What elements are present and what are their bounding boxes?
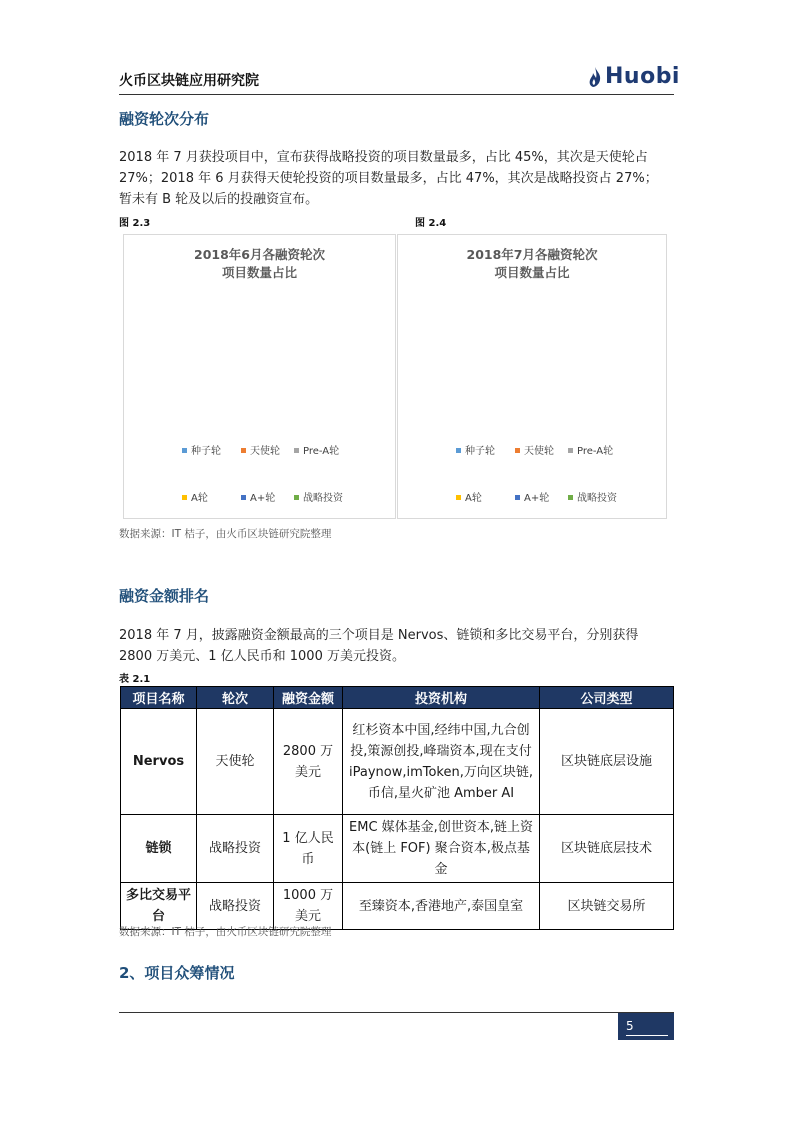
th-project: 项目名称: [121, 687, 197, 709]
legend-label: 天使轮: [250, 446, 280, 457]
footer-rule: [119, 1012, 674, 1013]
legend-swatch: [241, 495, 246, 500]
cell-round: 天使轮: [197, 709, 274, 815]
pie-chart-july: [397, 234, 667, 519]
pie-chart-june-svg: [124, 235, 395, 518]
pie-chart-july-svg: [398, 235, 666, 518]
th-company-type: 公司类型: [540, 687, 674, 709]
cell-investors: 红杉资本中国,经纬中国,九合创投,策源创投,峰瑞资本,现在支付 iPaynow,imToken,万向区块链,币信,星火矿池 Amber AI: [343, 709, 540, 815]
cell-company-type: 区块链底层设施: [540, 709, 674, 815]
chart-title-line: 项目数量占比: [221, 265, 298, 280]
legend-label: Pre-A轮: [303, 446, 340, 457]
cell-project: 链锁: [121, 815, 197, 883]
th-investors: 投资机构: [343, 687, 540, 709]
header-rule: [119, 94, 674, 95]
legend-label: A轮: [465, 493, 482, 504]
data-source-note: 数据来源：IT 桔子，由火币区块链研究院整理: [119, 528, 332, 540]
cell-amount: 1000 万美元: [274, 883, 343, 930]
legend-swatch: [515, 495, 520, 500]
pie-chart-june: [123, 234, 396, 519]
cell-amount: 1 亿人民币: [274, 815, 343, 883]
huobi-logo: [588, 64, 680, 89]
cell-round: 战略投资: [197, 815, 274, 883]
header-title: 火币区块链应用研究院: [119, 73, 259, 89]
paragraph-line: 2800 万美元、1 亿人民币和 1000 万美元投资。: [119, 649, 405, 664]
paragraph-line: 暂未有 B 轮及以后的投融资宣布。: [119, 192, 319, 207]
table-header-row: [121, 687, 674, 709]
cell-investors: EMC 媒体基金,创世资本,链上资本(链上 FOF) 聚合资本,极点基金: [343, 815, 540, 883]
cell-company-type: 区块链交易所: [540, 883, 674, 930]
table-row: [121, 815, 674, 883]
th-round: 轮次: [197, 687, 274, 709]
paragraph-amount: [119, 625, 674, 667]
legend-swatch: [241, 448, 246, 453]
figure-label-2-3: 图 2.3: [119, 218, 151, 229]
page-number: 5: [626, 1019, 634, 1033]
legend-swatch: [456, 495, 461, 500]
chart-title-line: 2018年6月各融资轮次: [194, 247, 325, 262]
paragraph-rounds: [119, 147, 674, 210]
legend-swatch: [294, 448, 299, 453]
th-amount: 融资金额: [274, 687, 343, 709]
paragraph-line: 2018 年 7 月获投项目中，宣布获得战略投资的项目数量最多，占比 45%，其次是天使轮占: [119, 150, 648, 165]
legend-label: A轮: [191, 493, 208, 504]
legend-label: 天使轮: [524, 446, 554, 457]
cell-investors: 至臻资本,香港地产,泰国皇室: [343, 883, 540, 930]
table-label-2-1: 表 2.1: [119, 674, 151, 685]
legend-label: 战略投资: [577, 493, 617, 504]
flame-icon: [588, 66, 602, 88]
legend-swatch: [568, 448, 573, 453]
legend-label: 种子轮: [191, 446, 221, 457]
section-heading-crowdfunding: 2、项目众筹情况: [119, 964, 235, 982]
paragraph-line: 27%；2018 年 6 月获得天使轮投资的项目数量最多，占比 47%，其次是战略投资占 27%；: [119, 171, 658, 186]
funding-table-wrap: [120, 686, 674, 930]
legend-swatch: [568, 495, 573, 500]
page-number-underline: [626, 1035, 668, 1036]
legend-label: Pre-A轮: [577, 446, 614, 457]
figure-label-2-4: 图 2.4: [415, 218, 447, 229]
legend-swatch: [515, 448, 520, 453]
table-row: [121, 883, 674, 930]
data-source-note: 数据来源：IT 桔子，由火币区块链研究院整理: [119, 926, 332, 938]
cell-round: 战略投资: [197, 883, 274, 930]
table-row: [121, 709, 674, 815]
funding-table: [120, 686, 674, 930]
cell-company-type: 区块链底层技术: [540, 815, 674, 883]
cell-project: 多比交易平台: [121, 883, 197, 930]
cell-project: Nervos: [121, 709, 197, 815]
logo-text: Huobi: [605, 64, 680, 89]
legend-label: 种子轮: [465, 446, 495, 457]
section-heading-rounds: 融资轮次分布: [119, 110, 210, 128]
legend-swatch: [182, 448, 187, 453]
legend-swatch: [294, 495, 299, 500]
legend-label: A+轮: [524, 493, 550, 504]
chart-title-line: 2018年7月各融资轮次: [466, 247, 598, 262]
legend-label: 战略投资: [303, 493, 343, 504]
section-heading-amount: 融资金额排名: [119, 587, 210, 605]
legend-swatch: [182, 495, 187, 500]
chart-title-line: 项目数量占比: [494, 265, 570, 280]
cell-amount: 2800 万美元: [274, 709, 343, 815]
legend-label: A+轮: [250, 493, 276, 504]
paragraph-line: 2018 年 7 月，披露融资金额最高的三个项目是 Nervos、链锁和多比交易平台，分别获得: [119, 628, 639, 643]
legend-swatch: [456, 448, 461, 453]
